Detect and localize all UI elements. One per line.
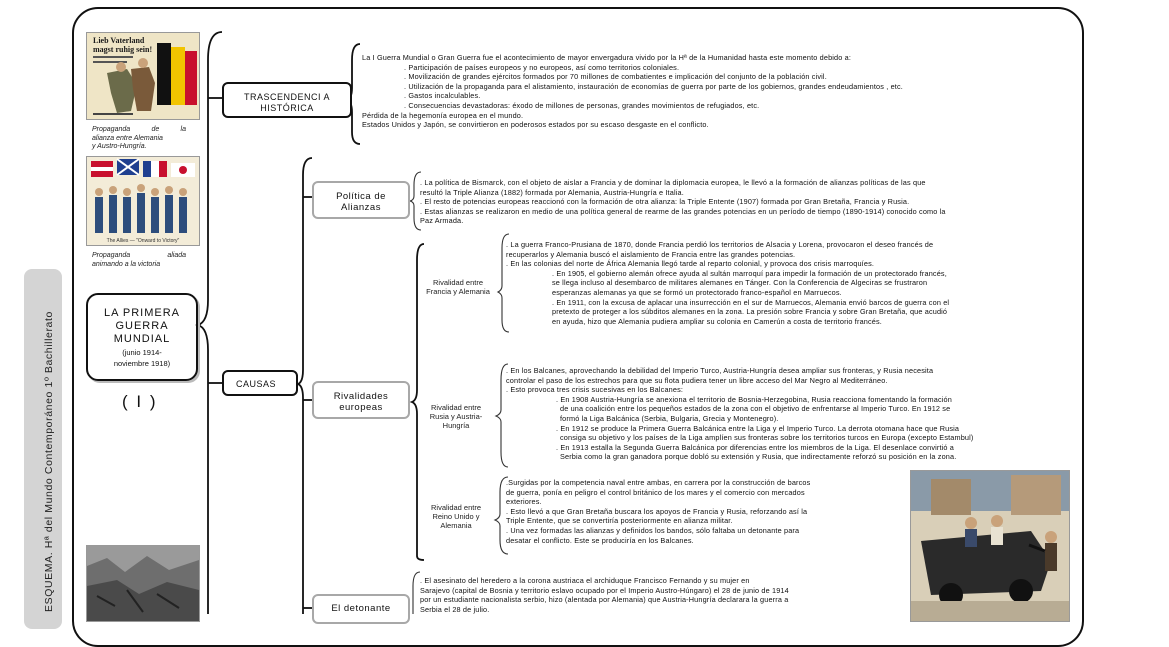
text-line: de una coalición entre los pequeños estados de la zona con el objetivo de enfrentarse al Imperio Turco. En 1912 se: [560, 404, 951, 414]
node-causas: CAUSAS: [222, 370, 298, 396]
text-line: de guerra, ponía en peligro el control británico de los mares y el comercio con mercados: [506, 487, 805, 497]
label-line: Rivalidad entre: [430, 403, 482, 412]
text-line: . En 1913 estalla la Segunda Guerra Balcánica por diferencias entre los miembros de la Liga. El desenlace convirtió a: [556, 442, 955, 452]
part-label: ( I ): [122, 392, 158, 411]
text-line: Pérdida de la hegemonía europea en el mundo.: [362, 110, 524, 120]
poster1-headline-2: magst ruhig sein!: [93, 45, 153, 54]
text-line: Serbia como la gran ganadora porque dobló su extensión y Rusia, que indirectamente reforzó su posición en la zona.: [560, 452, 957, 462]
label-line: Francia y Alemania: [426, 287, 490, 296]
text-line: . El resto de potencias europeas reaccionó con la formación de otra alianza: la Triple Entente (1907) formada por Gran Bretaña, Francia y Rusia.: [420, 197, 910, 207]
node-label-line: TRASCENDENCI A: [243, 92, 330, 102]
rusia-austria-text: [506, 366, 974, 462]
caption-line: alianza entre Alemania: [92, 134, 163, 142]
node-rivalidades-europeas: [312, 381, 410, 419]
node-label-line: europeas: [339, 402, 383, 413]
text-line: . El asesinato del heredero a la corona austriaca el archiduque Francisco Fernando y su mujer en: [420, 576, 750, 585]
text-line: Serbia el 28 de julio.: [420, 604, 490, 614]
text-line: Estados Unidos y Japón, se convirtieron en poderosos estados por su escaso desgaste en el conflicto.: [362, 120, 709, 130]
propaganda-poster-allies: [86, 156, 200, 246]
sidebar-label: ESQUEMA. Hª del Mundo Contemporáneo 1º Bachillerato: [43, 311, 55, 612]
text-line: resultó la Triple Alianza (1882) formada por Alemania, Austria-Hungría e Italia.: [420, 187, 684, 197]
trascendencia-text: [362, 53, 903, 130]
text-line: . Gastos incalculables.: [404, 91, 481, 101]
alianzas-text: [420, 178, 946, 226]
node-label-line: Rivalidades: [333, 391, 389, 402]
label-reino-alemania: [416, 503, 496, 530]
label-line: Rivalidad entre: [432, 278, 484, 287]
propaganda-poster-central-powers: [86, 32, 200, 120]
label-line: Reino Unido y: [432, 512, 480, 521]
text-line: controlar el paso de los estrechos para que su flota pudiera tener un libre acceso del Mar Negro al Mediterráneo.: [506, 375, 888, 385]
text-line: Paz Armada.: [420, 216, 464, 226]
text-line: . Utilización de la propaganda para el alistamiento, instauración de economías de guerra por parte de los gobiernos, grandes endeudamientos , etc.: [404, 81, 903, 91]
node-trascendencia-historica: [222, 82, 352, 118]
title-line-1: LA PRIMERA: [103, 307, 181, 319]
label-line: Alemania: [440, 521, 472, 530]
label-francia-alemania: [416, 278, 500, 296]
text-line: en ayuda, hizo que Alemania pudiera ampliar su colonia en Camerún a costa de territorio francés.: [552, 316, 882, 326]
text-line: . En 1908 Austria-Hungría se anexiona el territorio de Bosnia-Herzegobina, Rusia reacciona fomentando la formación: [556, 394, 952, 404]
poster2-caption: [92, 252, 186, 269]
text-line: recuperarlos y Alemania buscó el aislamiento de Francia entre las grandes potencias.: [506, 249, 796, 259]
text-line: La I Guerra Mundial o Gran Guerra fue el acontecimiento de mayor envergadura vivido por la Hª de la Humanidad hasta este momento debido a:: [362, 53, 852, 62]
text-line: . Movilización de grandes ejércitos formados por 70 millones de combatientes e implicación del conjunto de la población civil.: [404, 72, 827, 82]
label-line: Rivalidad entre: [430, 503, 482, 512]
title-dates-2: noviembre 1918): [113, 359, 171, 368]
text-line: . En 1911, con la excusa de aplacar una insurrección en el sur de Marruecos, Alemania envió barcos de guerra con el: [552, 297, 950, 307]
caption-word: aliada: [167, 252, 186, 259]
node-label-line: Política de: [336, 191, 386, 202]
title-line-3: MUNDIAL: [113, 333, 171, 345]
node-label-line: HISTÓRICA: [260, 103, 314, 113]
reino-alemania-text: [506, 478, 810, 545]
text-line: por un estudiante nacionalista serbio, hizo (alentada por Alemania) que Austria-Hungría declarara la guerra a: [420, 595, 789, 605]
label-rusia-austria: [416, 403, 496, 430]
text-line: Triple Entente, que se convertiría posteriormente en alianza militar.: [506, 516, 733, 526]
label-line: Hungría: [442, 421, 470, 430]
caption-line: y Austro-Hungría.: [92, 143, 147, 150]
title-line-2: GUERRA: [115, 320, 169, 332]
node-el-detonante: El detonante: [312, 594, 410, 624]
caption-word: Propaganda: [92, 126, 131, 133]
text-line: .Surgidas por la competencia naval entre ambas, en carrera por la construcción de barcos: [506, 478, 811, 487]
francia-alemania-text: [506, 240, 949, 326]
text-line: . En 1905, el gobierno alemán ofrece ayuda al sultán marroquí para impedir la formación de un protectorado francés,: [552, 268, 947, 278]
text-line: pretexto de proteger a los súbditos alemanes en la zona. La presión sobre Francia y sobre Gran Bretaña, que acudió: [552, 307, 948, 317]
poster1-caption: [92, 126, 186, 152]
text-line: formó la Liga Balcánica (Serbia, Bulgaria, Grecia y Montenegro).: [560, 413, 779, 423]
caption-word: la: [180, 126, 186, 133]
title-dates-1: (junio 1914-: [122, 348, 162, 357]
text-line: . Participación de países europeos y no europeos, así como territorios coloniales.: [404, 62, 680, 72]
text-line: desatar el conflicto. Este se produciría en los Balcanes.: [506, 535, 694, 545]
text-line: . Consecuencias devastadoras: éxodo de millones de personas, grandes movimientos de refugiados, etc.: [404, 100, 760, 110]
text-line: . Una vez formadas las alianzas y definidos los bandos, sólo faltaba un detonante para: [506, 525, 800, 535]
poster2-caption-text: The Allies — "Onward to Victory": [106, 238, 180, 244]
node-politica-alianzas: [312, 181, 410, 219]
text-line: consiga su objetivo y los países de la Liga amplíen sus fronteras sobre los territorios turcos en Europa (excepto Estambul): [560, 433, 974, 443]
poster1-headline-1: Lieb Vaterland: [93, 36, 145, 45]
text-line: . En las colonias del norte de África Alemania llegó tarde al reparto colonial, y provoca dos crisis marroquíes.: [506, 259, 875, 269]
text-line: . La política de Bismarck, con el objeto de aislar a Francia y de dominar la diplomacia europea, le llevó a la formación de alianzas políticas de las que: [420, 178, 926, 187]
text-line: esperanzas alemanas ya que se formó un protectorado franco-español en Marruecos.: [552, 287, 842, 297]
text-line: . En los Balcanes, aprovechando la debilidad del Imperio Turco, Austria-Hungría desea ampliar sus fronteras, y Rusia necesita: [506, 366, 934, 375]
sarajevo-assassination-illustration: [910, 470, 1070, 622]
text-line: Sarajevo (capital de Bosnia y territorio eslavo ocupado por el Imperio Austro-Húngaro) el 28 de junio de 1914: [420, 585, 789, 595]
text-line: . Esto provoca tres crisis sucesivas en los Balcanes:: [506, 385, 684, 395]
node-label-line: Alianzas: [341, 202, 381, 213]
text-line: . Esto llevó a que Gran Bretaña buscara los apoyos de Francia y Rusia, reforzando así la: [506, 506, 808, 516]
text-line: . En 1912 se produce la Primera Guerra Balcánica entre la Liga y el Imperio Turco. La derrota otomana hace que Rusia: [556, 423, 960, 433]
text-line: se llega incluso al desembarco de militares alemanes en Tánger. Con la Conferencia de Algeciras se frustraron: [552, 278, 928, 288]
text-line: . La guerra Franco-Prusiana de 1870, donde Francia perdió los territorios de Alsacia y Lorena, provocaron el deseo francés de: [506, 240, 934, 249]
main-title-box: [86, 293, 198, 381]
text-line: . Estas alianzas se realizaron en medio de una política general de rearme de las grandes potencias en un período de tiempo (1890-1914) conocido como la: [420, 206, 946, 216]
text-line: exteriores.: [506, 497, 542, 507]
detonante-text: [420, 576, 789, 614]
caption-line: animando a la victoria: [92, 260, 161, 268]
trench-photo: [86, 545, 200, 622]
caption-word: de: [151, 126, 160, 133]
caption-word: Propaganda: [92, 252, 131, 259]
label-line: Rusia y Austria-: [429, 412, 483, 421]
